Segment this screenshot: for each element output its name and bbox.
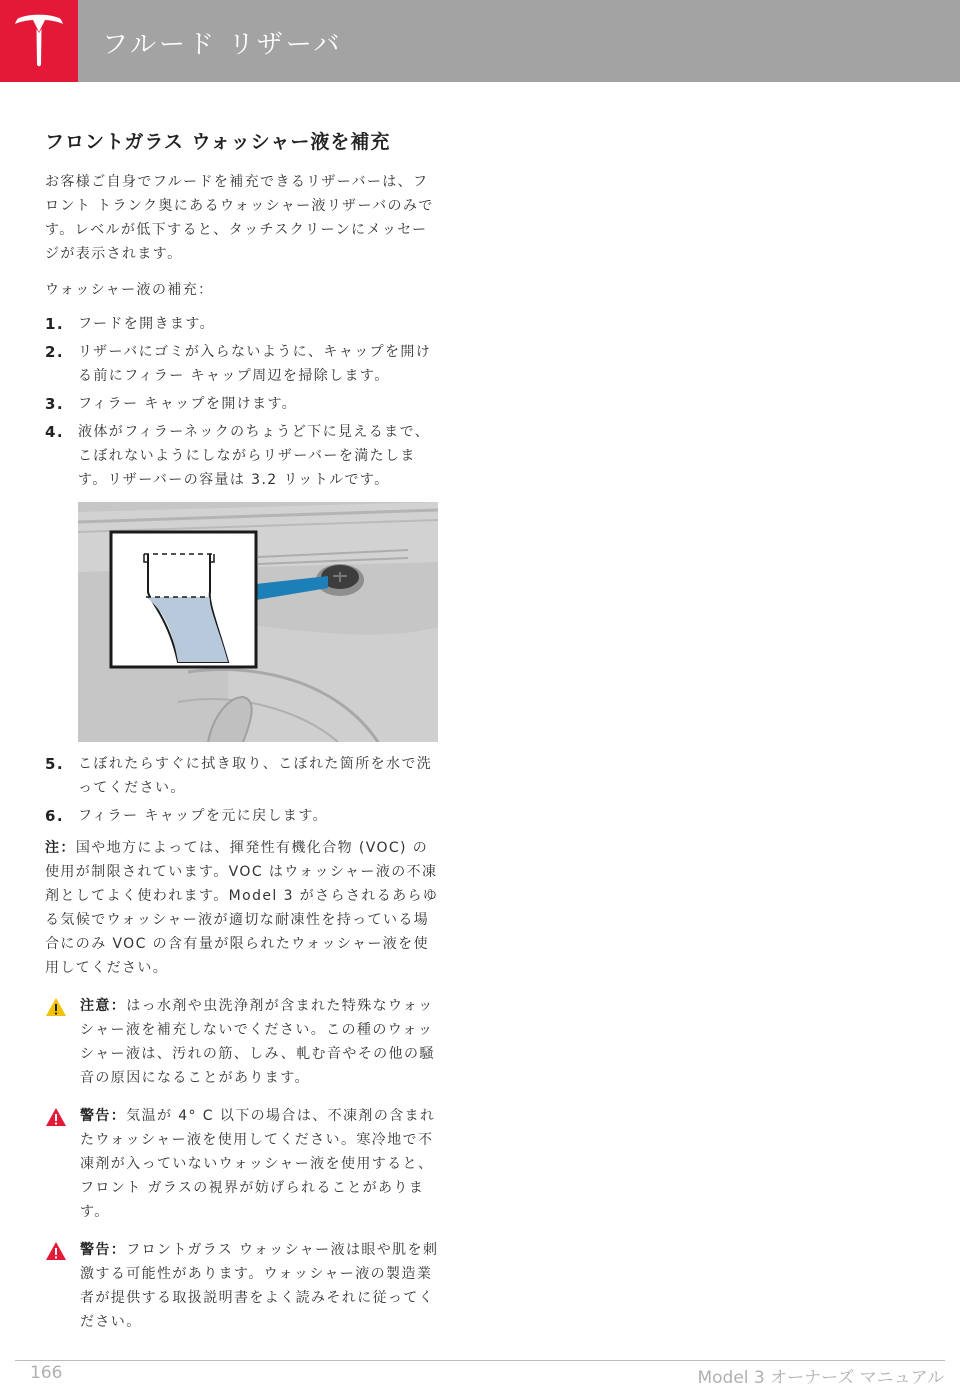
list-item	[45, 752, 440, 800]
step-text: フードを開きます。	[78, 316, 216, 332]
step-text: フィラー キャップを開けます。	[78, 396, 298, 412]
intro-paragraph: お客様ご自身でフルードを補充できるリザーバーは、フロント トランク奥にあるウォッシャー液リザーバのみです。レベルが低下すると、タッチスクリーンにメッセージが表示されます。	[45, 174, 434, 262]
steps-list	[45, 312, 440, 828]
step-number: 2.	[45, 343, 64, 361]
manual-title: Model 3 オーナーズ マニュアル	[697, 1368, 944, 1388]
brand-logo	[0, 0, 78, 82]
procedure-lead: ウォッシャー液の補充：	[45, 282, 214, 298]
warning-text-block	[80, 1238, 440, 1334]
caution-label: 注意：	[80, 998, 127, 1014]
caution-text-block	[80, 994, 440, 1090]
step-number: 4.	[45, 423, 64, 441]
list-item	[45, 420, 440, 492]
warning-label: 警告：	[80, 1242, 127, 1258]
warning-text: フロントガラス ウォッシャー液は眼や肌を刺激する可能性があります。ウォッシャー液の製造業者が提供する取扱説明書をよく読みそれに従ってください。	[80, 1242, 439, 1330]
warning-callout	[45, 1238, 440, 1334]
step-number: 5.	[45, 755, 64, 773]
warning-callout	[45, 1104, 440, 1224]
main-content	[45, 128, 440, 1334]
warning-triangle-icon	[45, 1104, 80, 1224]
page-title: フルード リザーバ	[102, 30, 343, 60]
list-item	[45, 392, 440, 416]
caution-triangle-icon	[45, 994, 80, 1090]
tesla-logo-icon	[13, 12, 65, 68]
washer-reservoir-diagram	[78, 502, 438, 742]
list-item	[45, 804, 440, 828]
reservoir-illustration	[78, 502, 438, 742]
step-text: 液体がフィラーネックのちょうど下に見えるまで、こぼれないようにしながらリザーバーを満たします。リザーバーの容量は 3.2 リットルです。	[78, 424, 431, 488]
step-number: 1.	[45, 315, 64, 333]
warning-text: 気温が 4° C 以下の場合は、不凍剤の含まれたウォッシャー液を使用してください。寒冷地で不凍剤が入っていないウォッシャー液を使用すると、フロント ガラスの視界が妨げられることがあります。	[80, 1108, 436, 1220]
warning-triangle-icon	[45, 1238, 80, 1334]
warning-label: 警告：	[80, 1108, 127, 1124]
footer-divider	[15, 1360, 945, 1361]
caution-text: はっ水剤や虫洗浄剤が含まれた特殊なウォッシャー液を補充しないでください。この種のウォッシャー液は、汚れの筋、しみ、軋む音やその他の騒音の原因になることがあります。	[80, 998, 435, 1086]
page-number: 166	[30, 1363, 63, 1383]
voc-note	[45, 836, 440, 980]
step-number: 6.	[45, 807, 64, 825]
step-text: こぼれたらすぐに拭き取り、こぼれた箇所を水で洗ってください。	[78, 756, 433, 796]
note-label: 注：	[45, 840, 76, 856]
step-text: フィラー キャップを元に戻します。	[78, 808, 329, 824]
page-header	[0, 0, 960, 82]
caution-callout	[45, 994, 440, 1090]
section-title: フロントガラス ウォッシャー液を補充	[45, 131, 391, 153]
step-text: リザーバにゴミが入らないように、キャップを開ける前にフィラー キャップ周辺を掃除します。	[78, 344, 432, 384]
step-number: 3.	[45, 395, 64, 413]
list-item	[45, 340, 440, 388]
note-text: 国や地方によっては、揮発性有機化合物 (VOC) の使用が制限されています。VOC はウォッシャー液の不凍剤としてよく使われます。Model 3 がさらされるあらゆる気候でウォッシャー液が適切な耐凍性を持っている場合にのみ VOC の含有量が限られたウォッシャー液を使用してください。	[45, 840, 439, 976]
list-item	[45, 312, 440, 336]
warning-text-block	[80, 1104, 440, 1224]
